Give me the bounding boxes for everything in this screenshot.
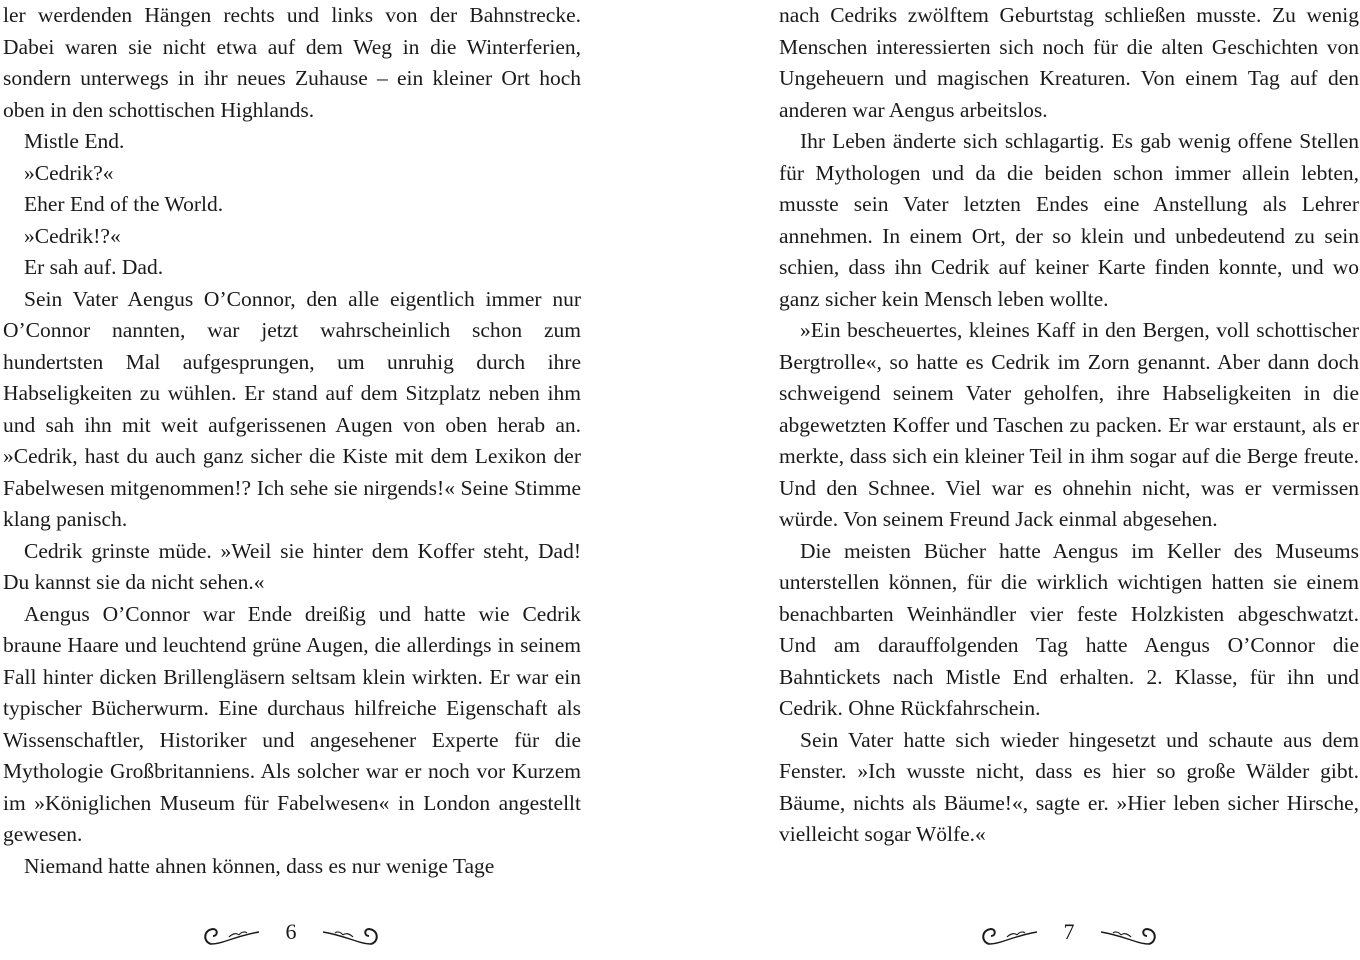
scroll-flourish-icon xyxy=(1099,920,1159,950)
scroll-flourish-icon xyxy=(321,920,381,950)
paragraph: »Cedrik?« xyxy=(24,160,114,185)
page-footer xyxy=(3,914,581,954)
left-page-text xyxy=(3,0,581,882)
folio-group xyxy=(201,914,381,954)
paragraph: Eher End of the World. xyxy=(24,192,224,216)
paragraph: Sein Vater hatte sich wieder hingesetzt und schaute aus dem Fenster. »Ich wusste nicht, dass es hier so große Wälder gibt. Bäume, nichts als Bäume!«, sagte er. »Hier leben sicher Hirsche, vielleicht sogar Wölfe.« xyxy=(779,727,1359,846)
paragraph: Sein Vater Aengus O’Connor, den alle eigentlich immer nur O’Connor nannten, war jetzt wahrscheinlich schon zum hundertsten Mal aufgesprungen, um unruhig durch ihre Habseligkeiten zu wühlen. Er stand auf dem Sitzplatz neben ihm und sah ihn mit weit aufgerissenen Augen von oben herab an. »Cedrik, hast du auch ganz sicher die Kiste mit dem Lexikon der Fabelwesen mitgenommen!? Ich sehe sie nirgends!« Seine Stimme klang panisch. xyxy=(3,286,581,531)
paragraph: »Cedrik!?« xyxy=(24,223,121,248)
page-number: 7 xyxy=(1063,919,1075,944)
paragraph: ler werdenden Hängen rechts und links von der Bahnstrecke. Dabei waren sie nicht etwa auf dem Weg in die Winterferien, sondern unterwegs in ihr neues Zuhause – ein kleiner Ort hoch oben in den schottischen Highlands. xyxy=(3,3,581,122)
folio-group xyxy=(979,914,1159,954)
paragraph: nach Cedriks zwölftem Geburtstag schließen musste. Zu wenig Menschen interessierten sich noch für die alten Geschichten von Ungeheuern und magischen Kreaturen. Von einem Tag auf den anderen war Aengus arbeitslos. xyxy=(779,3,1359,122)
paragraph: Aengus O’Connor war Ende dreißig und hatte wie Cedrik braune Haare und leuchtend grüne Augen, die allerdings in seinem Fall hinter dicken Brillengläsern seltsam klein wirkten. Er war ein typischer Bücherwurm. Eine durchaus hilfreiche Eigenschaft als Wissenschaftler, Historiker und angesehener Experte für die Mythologie Großbritanniens. Als solcher war er noch vor Kurzem im »Königlichen Museum für Fabelwesen« in London angestellt gewesen. xyxy=(3,601,581,846)
paragraph: »Ein bescheuertes, kleines Kaff in den Bergen, voll schottischer Bergtrolle«, so hatte es Cedrik im Zorn genannt. Aber dann doch schweigend seinem Vater geholfen, ihre Habseligkeiten in die abgewetzten Koffer und Taschen zu packen. Er war erstaunt, als er merkte, dass sich ein kleiner Teil in ihm sogar auf die Berge freute. Und den Schnee. Viel war es ohnehin nicht, was er vermissen würde. Von seinem Freund Jack einmal abgesehen. xyxy=(779,318,1359,531)
page-number: 6 xyxy=(285,919,297,944)
paragraph: Die meisten Bücher hatte Aengus im Keller des Museums unterstellen können, für die wirklich wichtigen hatten sie einem benachbarten Weinhändler vier feste Holzkisten abgeschwatzt. Und am darauffolgenden Tag hatte Aengus O’Connor die Bahntickets nach Mistle End erhalten. 2. Klasse, für ihn und Cedrik. Ohne Rückfahrschein. xyxy=(779,538,1359,720)
paragraph: Ihr Leben änderte sich schlagartig. Es gab wenig offene Stellen für Mythologen und da die beiden schon immer allein lebten, musste sein Vater letzten Endes eine Anstellung als Lehrer annehmen. In einem Ort, der so klein und unbedeutend zu sein schien, dass ihn Cedrik auf keiner Karte finden konnte, und wo ganz sicher kein Mensch leben wollte. xyxy=(779,129,1359,311)
scroll-flourish-icon xyxy=(201,920,261,950)
scroll-flourish-icon xyxy=(979,920,1039,950)
paragraph: Niemand hatte ahnen können, dass es nur wenige Tage xyxy=(24,853,495,878)
paragraph: Cedrik grinste müde. »Weil sie hinter dem Koffer steht, Dad! Du kannst sie da nicht sehen.« xyxy=(3,538,581,594)
page-footer xyxy=(779,914,1359,954)
paragraph: Mistle End. xyxy=(24,129,125,153)
right-page-text xyxy=(779,0,1359,851)
paragraph: Er sah auf. Dad. xyxy=(24,255,164,279)
